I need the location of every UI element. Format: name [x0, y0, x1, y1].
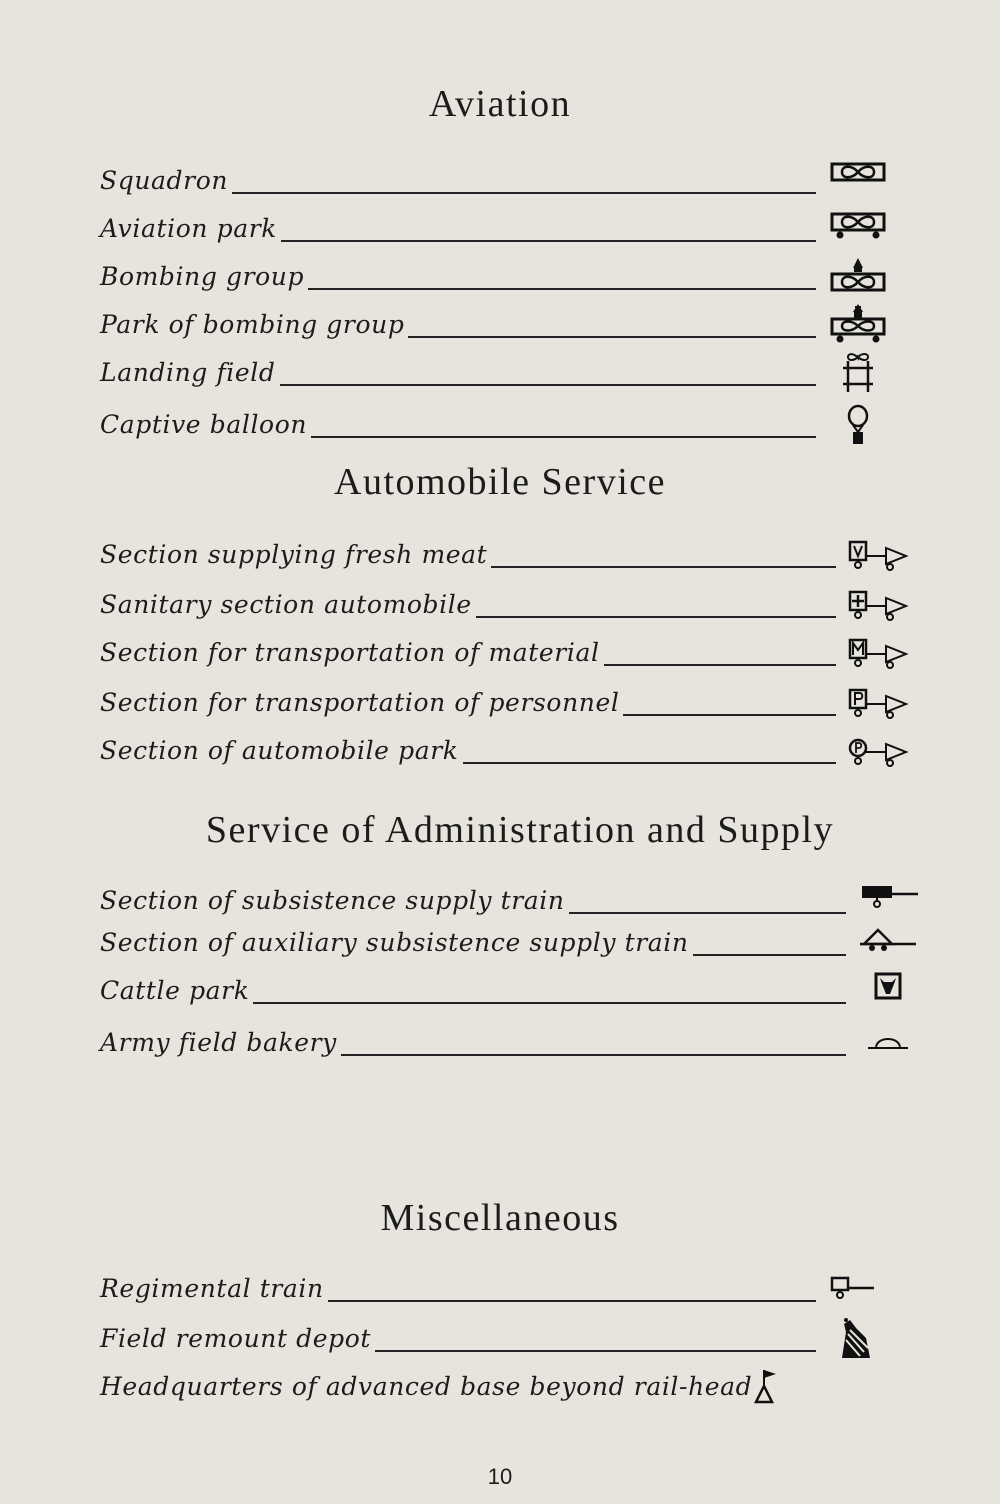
sanitary-truck-icon: [846, 584, 910, 624]
legend-row-bombing-park: [100, 304, 890, 344]
legend-label: Park of bombing group: [100, 309, 405, 339]
auto-park-truck-icon: [846, 730, 910, 770]
leader-line: [311, 436, 816, 438]
legend-label: Section supplying fresh meat: [100, 539, 488, 569]
leader-line: [232, 192, 816, 194]
legend-label: Section of subsistence supply train: [100, 885, 565, 915]
leader-line: [280, 384, 816, 386]
legend-label: Landing field: [100, 357, 276, 387]
cattle-park-icon: [856, 970, 920, 1010]
legend-row-landing-field: [100, 352, 890, 392]
legend-row-auto-park: [100, 730, 910, 770]
legend-row-bombing-group: [100, 256, 890, 296]
bakery-icon: [856, 1022, 920, 1062]
legend-row-remount-depot: [100, 1318, 890, 1358]
personnel-truck-icon: [846, 682, 910, 722]
leader-line: [341, 1054, 846, 1056]
legend-label: Section for transportation of personnel: [100, 687, 620, 717]
leader-line: [408, 336, 816, 338]
legend-row-captive-balloon: [100, 404, 890, 444]
legend-label: Section for transportation of material: [100, 637, 600, 667]
section-title-miscellaneous: Miscellaneous: [380, 1197, 620, 1239]
leader-line: [375, 1350, 816, 1352]
auxiliary-train-icon: [856, 922, 920, 962]
meat-truck-icon: [846, 534, 910, 574]
legend-label: Section of auxiliary subsistence supply train: [100, 927, 689, 957]
landing-field-icon: [826, 352, 890, 392]
legend-label: Bombing group: [100, 261, 305, 291]
legend-row-fresh-meat: [100, 534, 910, 574]
material-truck-icon: [846, 632, 910, 672]
legend-label: Section of automobile park: [100, 735, 459, 765]
legend-label: Regimental train: [100, 1273, 324, 1303]
legend-label: Field remount depot: [100, 1323, 372, 1353]
leader-line: [569, 912, 846, 914]
advanced-base-hq-icon: [752, 1366, 816, 1406]
legend-row-field-bakery: [100, 1022, 920, 1062]
legend-row-advanced-base-hq: [100, 1366, 890, 1406]
legend-label: Sanitary section automobile: [100, 589, 472, 619]
legend-label: Army field bakery: [100, 1027, 337, 1057]
section-title-administration-supply: Service of Administration and Supply: [205, 809, 835, 851]
leader-line: [604, 664, 836, 666]
leader-line: [328, 1300, 816, 1302]
leader-line: [253, 1002, 846, 1004]
legend-row-aviation-park: [100, 208, 890, 248]
remount-depot-icon: [826, 1318, 890, 1358]
legend-label: Aviation park: [100, 213, 278, 243]
aviation-park-icon: [826, 208, 890, 248]
leader-line: [308, 288, 816, 290]
leader-line: [693, 954, 846, 956]
bombing-park-icon: [826, 304, 890, 344]
legend-row-sanitary: [100, 584, 910, 624]
squadron-icon: [826, 160, 890, 200]
leader-line: [463, 762, 836, 764]
legend-row-auxiliary-train: [100, 922, 920, 962]
section-title-automobile-service: Automobile Service: [334, 461, 666, 503]
legend-row-material: [100, 632, 910, 672]
legend-label: Headquarters of advanced base beyond rail-head: [100, 1371, 753, 1401]
leader-line: [491, 566, 836, 568]
legend-label: Captive balloon: [100, 409, 308, 439]
leader-line: [476, 616, 836, 618]
legend-row-regimental-train: [100, 1268, 890, 1308]
captive-balloon-icon: [826, 404, 890, 444]
section-title-aviation: Aviation: [428, 83, 572, 125]
legend-row-personnel: [100, 682, 910, 722]
legend-label: Squadron: [100, 165, 229, 195]
regimental-train-icon: [826, 1268, 890, 1308]
legend-row-subsistence-train: [100, 880, 920, 920]
leader-line: [623, 714, 836, 716]
legend-row-cattle-park: [100, 970, 920, 1010]
bombing-group-icon: [826, 256, 890, 296]
legend-row-squadron: [100, 160, 890, 200]
page-number: 10: [487, 1464, 513, 1489]
supply-train-icon: [856, 880, 920, 920]
legend-label: Cattle park: [100, 975, 250, 1005]
leader-line: [281, 240, 816, 242]
